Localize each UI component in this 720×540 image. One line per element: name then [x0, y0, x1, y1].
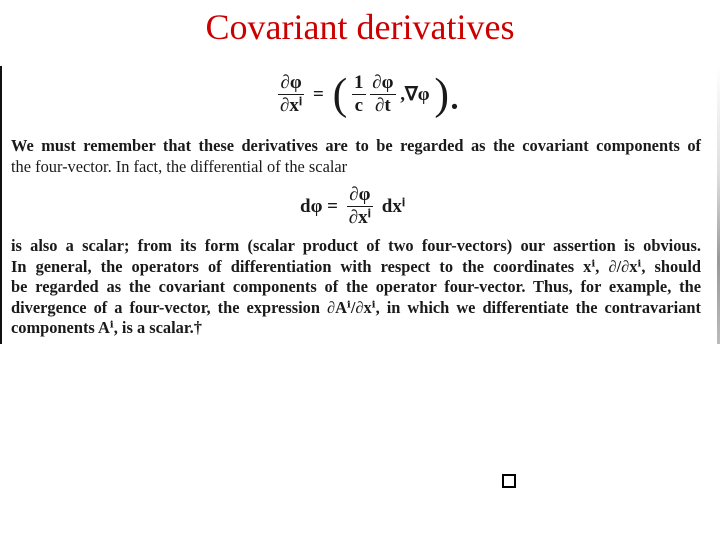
fraction-denominator: ∂t	[375, 95, 391, 116]
equation-partial-derivative	[278, 69, 461, 119]
equation-differential	[300, 184, 409, 229]
fraction-one-over-c	[352, 72, 366, 117]
close-paren: ).	[434, 69, 461, 119]
fraction-denominator: ∂xⁱ	[280, 95, 303, 116]
fraction-numerator: ∂φ	[347, 184, 373, 207]
fraction-dphi-dxi	[347, 184, 373, 229]
fraction-denominator: ∂xⁱ	[348, 207, 372, 228]
text-line: components Aⁱ, is a scalar.†	[11, 318, 202, 337]
text-line: be regarded as the covariant components of the operator four-vector. Thus, for example, the	[11, 277, 701, 296]
equation-rhs: dxⁱ	[381, 196, 406, 217]
fraction-dphi-dxi	[278, 72, 304, 117]
fraction-numerator: 1	[354, 72, 364, 93]
fraction-denominator: c	[354, 95, 363, 116]
paragraph-covariant-components	[11, 136, 701, 177]
fraction-numerator: ∂φ	[278, 72, 304, 95]
gradient-term: ,∇φ	[400, 84, 430, 105]
paragraph-scalar-divergence	[11, 236, 701, 339]
text-line: the four-vector. In fact, the differential of the scalar	[11, 156, 348, 176]
equals-sign: =	[313, 83, 324, 105]
text-line: In general, the operators of differentiation with respect to the coordinates xⁱ, ∂/∂xⁱ, should	[11, 256, 701, 276]
slide-title: Covariant derivatives	[205, 7, 515, 47]
open-paren: (	[332, 69, 348, 119]
fraction-numerator: ∂φ	[372, 72, 394, 93]
text-line: divergence of a four-vector, the expression ∂Aⁱ/∂xⁱ, in which we differentiate the contravariant	[11, 297, 701, 317]
equation-lhs: dφ =	[300, 195, 338, 217]
scan-left-border	[0, 66, 2, 344]
text-line: We must remember that these derivatives are to be regarded as the covariant components of	[11, 136, 701, 155]
fraction-dphi-dt	[370, 72, 395, 117]
text-line: is also a scalar; from its form (scalar product of two four-vectors) our assertion is obvious.	[11, 236, 701, 255]
scanned-page	[0, 66, 720, 344]
checkbox-icon[interactable]	[502, 474, 516, 488]
